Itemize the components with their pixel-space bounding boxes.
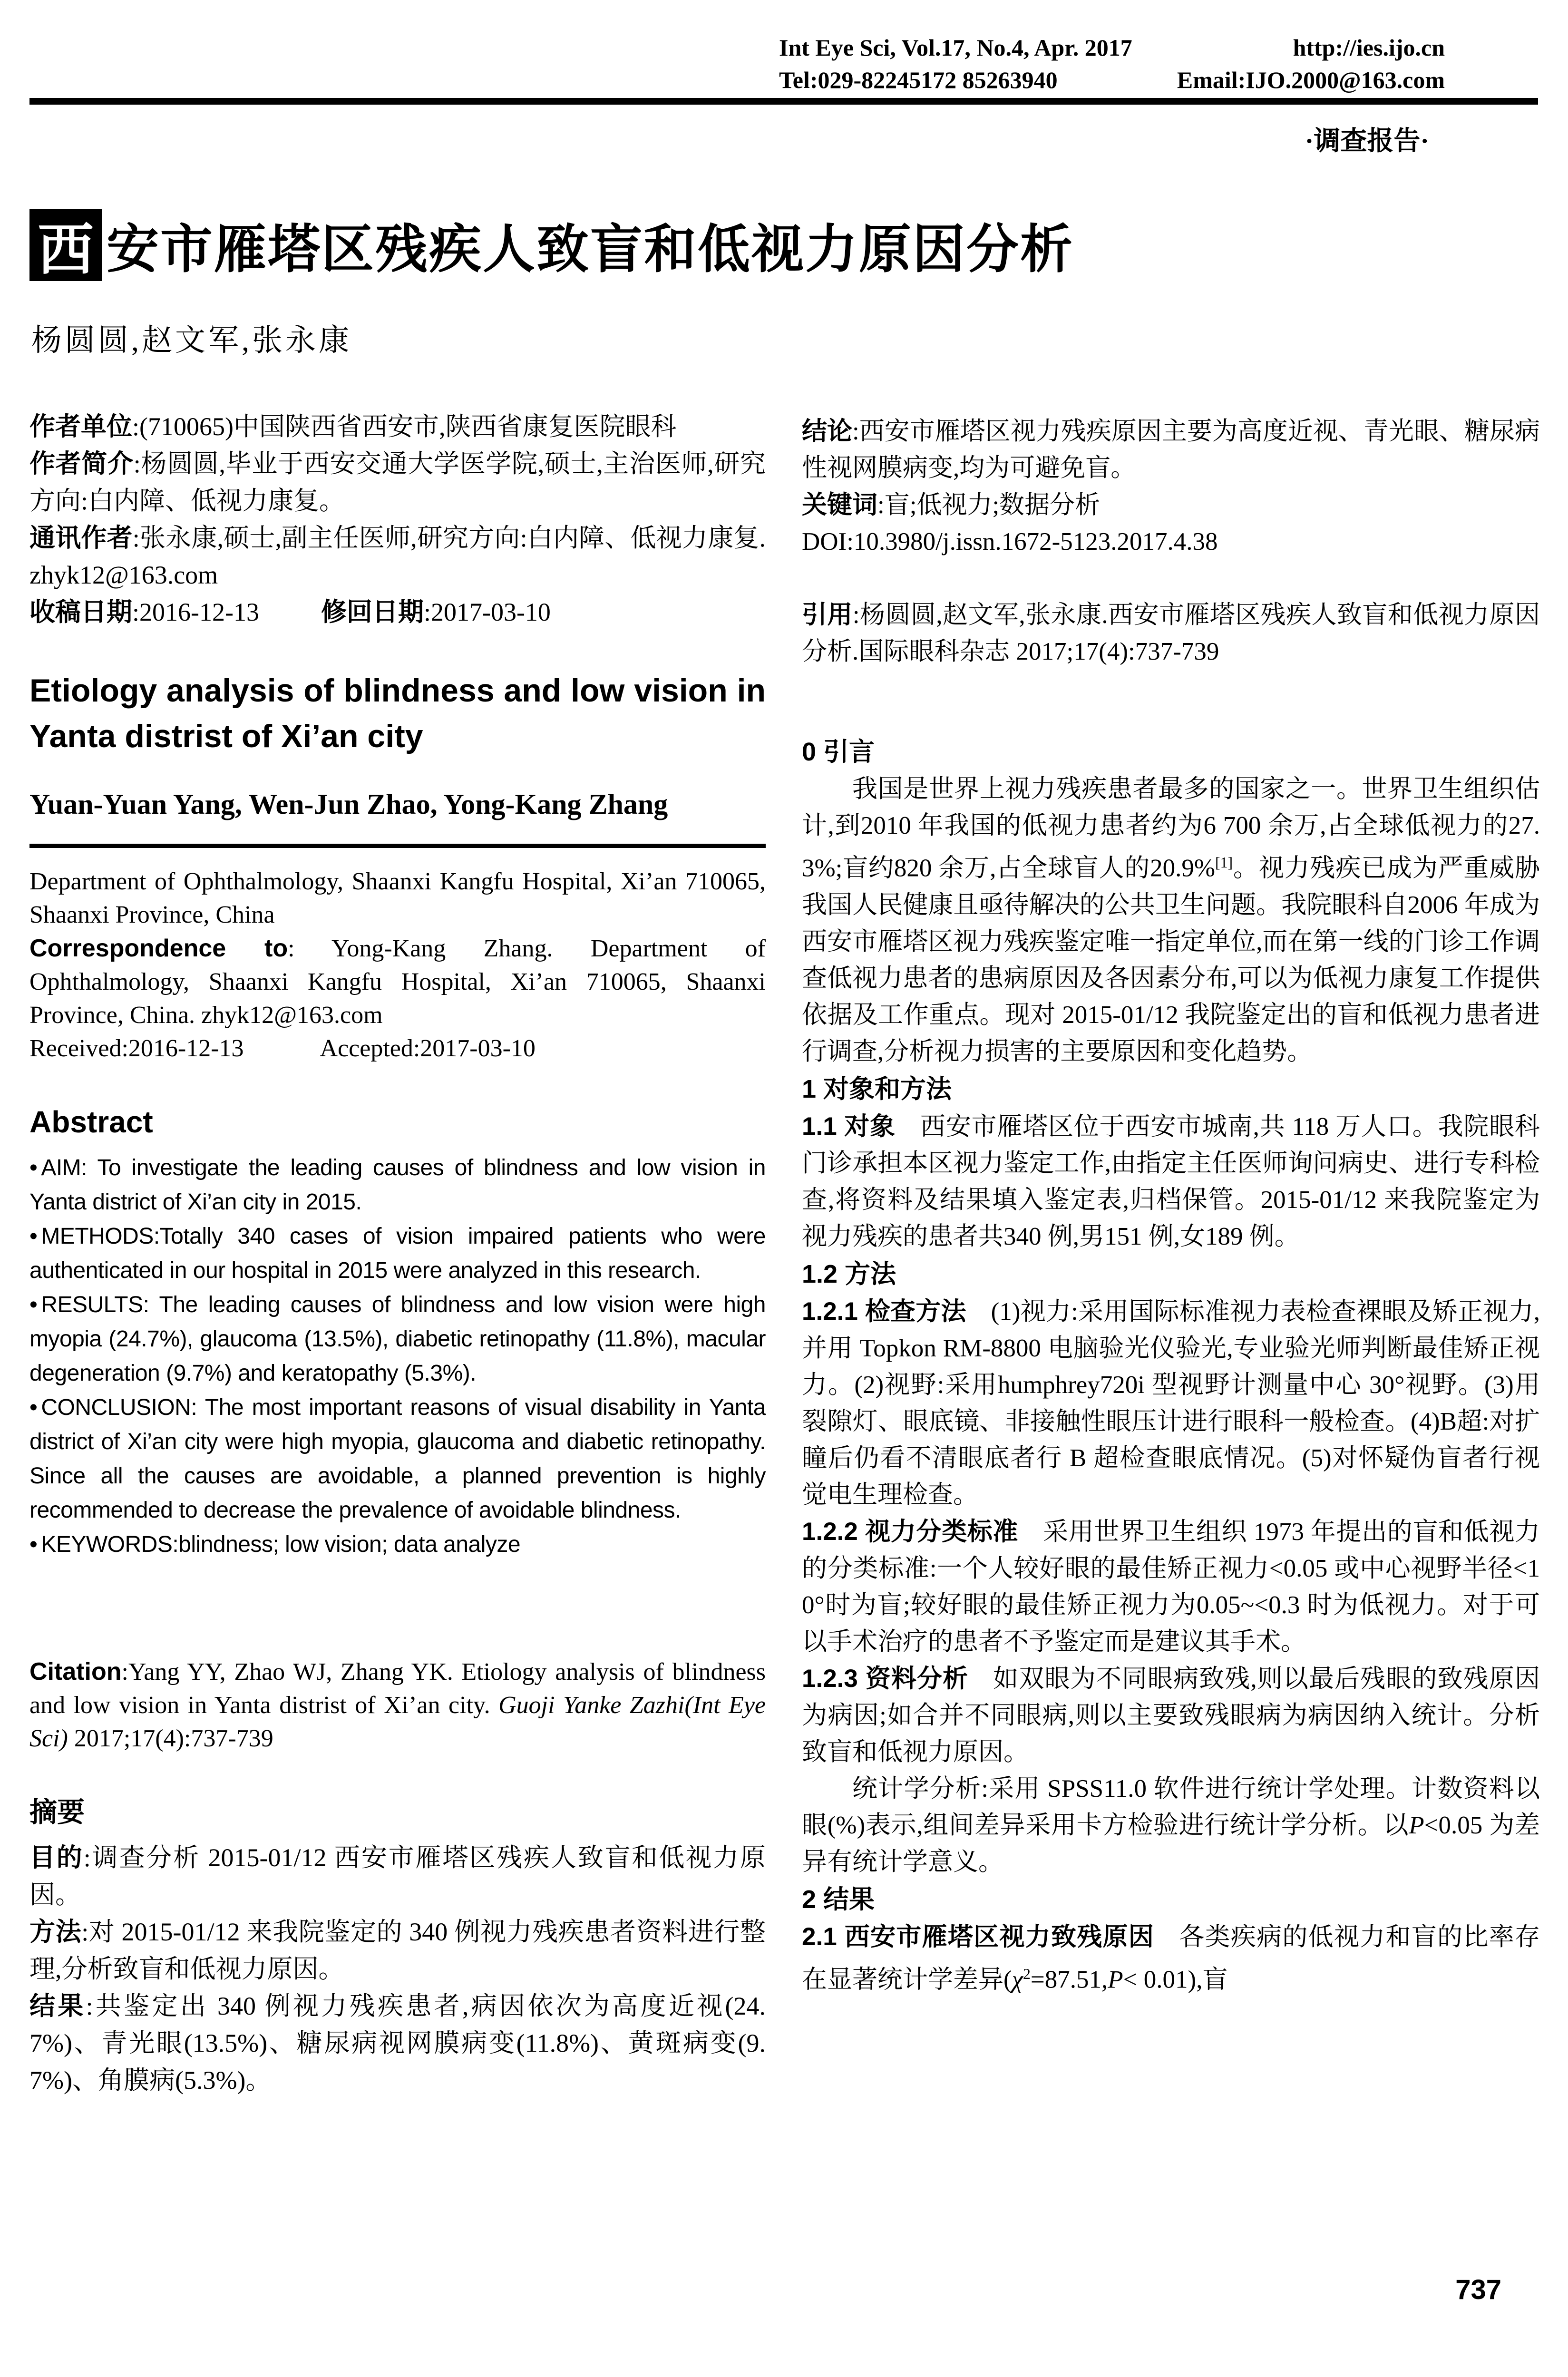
section-0-heading: 0 引言 — [802, 738, 875, 766]
correspondence: Correspondence to: Yong-Kang Zhang. Department of Ophthalmology, Shaanxi Kangfu Hospital, Xi’an 710065, Shaanxi Province, China. zhyk12@163.com — [29, 935, 766, 1029]
section-2-heading: 2 结果 — [802, 1885, 875, 1914]
abstract-block — [29, 1151, 766, 1562]
cn-abstract-heading: 摘要 — [29, 1797, 85, 1828]
journal-issue-line — [779, 31, 1445, 64]
report-type-tag: ·调查报告· — [1305, 127, 1429, 156]
section-1-1: 1.1 对象 西安市雁塔区位于西安市城南,共 118 万人口。我院眼科门诊承担本区视力鉴定工作,由指定主任医师询问病史、进行专科检查,将资料及结果填入鉴定表,归档保管。2015-01/12 来我院鉴定为视力残疾的患者共340 例,男151 例,女189 例。 — [802, 1112, 1540, 1250]
bullet-icon: • — [29, 1224, 38, 1249]
author-divider-rule — [29, 844, 766, 848]
journal-website: http://ies.ijo.cn — [1293, 34, 1445, 61]
journal-issue: Int Eye Sci, Vol.17, No.4, Apr. 2017 — [779, 34, 1132, 61]
english-title: Etiology analysis of blindness and low vision in Yanta distrist of Xi’an city — [29, 672, 766, 754]
dates-line-cn: 收稿日期:2016-12-13 修回日期:2017-03-10 — [29, 598, 551, 626]
italic-p: P — [1108, 1966, 1123, 1994]
right-column — [802, 413, 1540, 1998]
journal-tel: Tel:029-82245172 85263940 — [779, 67, 1058, 93]
intro-paragraph: 我国是世界上视力残疾患者最多的国家之一。世界卫生组织估计,到2010 年我国的低视力患者约为6 700 余万,占全球低视力的27.3%;盲约820 余万,占全球盲人的20.9%[1]。视力残疾已成为严重威胁我国人民健康且亟待解决的公共卫生问题。我院眼科自2006 年成为西安市雁塔区视力残疾鉴定唯一指定单位,而在第一线的门诊工作调查低视力患者的患病原因及各因素分布,可以为低视力康复工作提供依据及工作重点。现对 2015-01/12 我院鉴定出的盲和低视力患者进行调查,分析视力损害的主要原因和变化趋势。 — [802, 775, 1540, 1065]
section-1-2-3: 1.2.3 资料分析 如双眼为不同眼病致残,则以最后残眼的致残原因为病因;如合并不同眼病,则以主要致残眼病为病因纳入统计。分析致盲和低视力原因。 — [802, 1664, 1540, 1766]
cn-abstract-conclusion: 结论:西安市雁塔区视力残疾原因主要为高度近视、青光眼、糖尿病性视网膜病变,均为可避免盲。 — [802, 417, 1540, 482]
corresponding-author-cn: 通讯作者:张永康,硕士,副主任医师,研究方向:白内障、低视力康复.zhyk12@163.com — [29, 524, 766, 589]
journal-header — [779, 31, 1445, 96]
title-drop-cap: 西 — [29, 209, 102, 281]
cn-citation: 引用:杨圆圆,赵文军,张永康.西安市雁塔区残疾人致盲和低视力原因分析.国际眼科杂志 2017;17(4):737-739 — [802, 601, 1540, 665]
cn-keywords: 关键词:盲;低视力;数据分析 — [802, 491, 1101, 519]
article-title — [29, 207, 1074, 283]
author-bio: 作者简介:杨圆圆,毕业于西安交通大学医学院,硕士,主治医师,研究方向:白内障、低视力康复。 — [29, 449, 766, 515]
abstract-results: • RESULTS: The leading causes of blindness and low vision were high myopia (24.7%), glaucoma (13.5%), diabetic retinopathy (11.8%), macular degeneration (9.7%) and keratopathy (5.3%). — [29, 1292, 766, 1386]
header-rule — [29, 98, 1538, 105]
chi-exponent: 2 — [1023, 1965, 1031, 1982]
abstract-methods: • METHODS:Totally 340 cases of vision impaired patients who were authenticated in our hospital in 2015 were analyzed in this research. — [29, 1224, 766, 1283]
bullet-icon: • — [29, 1532, 38, 1557]
received-accepted — [29, 1032, 766, 1065]
bullet-icon: • — [29, 1155, 38, 1180]
doi-line: DOI:10.3980/j.issn.1672-5123.2017.4.38 — [802, 528, 1218, 555]
section-1-2-heading: 1.2 方法 — [802, 1259, 896, 1288]
cn-abstract-methods: 方法:对 2015-01/12 来我院鉴定的 340 例视力残疾患者资料进行整理,分析致盲和低视力原因。 — [29, 1918, 766, 1983]
cn-abstract-results: 结果:共鉴定出 340 例视力残疾患者,病因依次为高度近视(24.7%)、青光眼(13.5%)、糖尿病视网膜病变(11.8%)、黄斑病变(9.7%)、角膜病(5.3%)。 — [29, 1992, 766, 2094]
left-column — [29, 408, 766, 2099]
abstract-heading: Abstract — [29, 1105, 153, 1139]
section-1-2-1: 1.2.1 检查方法 (1)视力:采用国际标准视力表检查裸眼及矫正视力,并用 Topkon RM-8800 电脑验光仪验光,专业验光师判断最佳矫正视力。(2)视野:采用humphrey720i 型视野计测量中心 30°视野。(3)用裂隙灯、眼底镜、非接触性眼压计进行眼科一般检查。(4)B超:对扩瞳后仍看不清眼底者行 B 超检查眼底情况。(5)对怀疑伪盲者行视觉电生理检查。 — [802, 1297, 1540, 1509]
english-authors: Yuan-Yuan Yang, Wen-Jun Zhao, Yong-Kang Zhang — [29, 789, 668, 820]
cn-abstract-tail — [802, 413, 1540, 670]
accepted-date: Accepted:2017-03-10 — [320, 1035, 536, 1062]
bullet-icon: • — [29, 1292, 38, 1317]
statistics-paragraph: 统计学分析:采用 SPSS11.0 软件进行统计学处理。计数资料以眼(%)表示,组间差异采用卡方检验进行统计学分析。以P<0.05 为差异有统计学意义。 — [802, 1774, 1540, 1876]
section-2-1: 2.1 西安市雁塔区视力致残原因 各类疾病的低视力和盲的比率存在显著统计学差异$(\chi^2=87.51,P< 0.01)$,盲 — [802, 1922, 1540, 1994]
affiliation-block — [29, 865, 766, 1065]
chi-symbol: χ — [1012, 1966, 1023, 1994]
received-date: Received:2016-12-13 — [29, 1035, 244, 1062]
journal-email: Email:IJO.2000@163.com — [1177, 67, 1445, 93]
abstract-keywords: • KEYWORDS:blindness; low vision; data analyze — [29, 1532, 521, 1557]
citation-block — [29, 1655, 766, 1755]
cn-abstract-aim: 目的:调查分析 2015-01/12 西安市雁塔区残疾人致盲和低视力原因。 — [29, 1843, 766, 1909]
reference-superscript: [1] — [1215, 854, 1233, 871]
section-1-2-2: 1.2.2 视力分类标准 采用世界卫生组织 1973 年提出的盲和低视力的分类标准:一个人较好眼的最佳矫正视力<0.05 或中心视野半径<10°时为盲;较好眼的最佳矫正视力为0.05~<0.3 时为低视力。对于可以手术治疗的患者不予鉴定而是建议其手术。 — [802, 1517, 1540, 1656]
journal-contact-line — [779, 64, 1445, 96]
bullet-icon: • — [29, 1395, 38, 1420]
italic-p: P — [1409, 1811, 1424, 1839]
section-1-heading: 1 对象和方法 — [802, 1074, 952, 1103]
author-affiliation: 作者单位:(710065)中国陕西省西安市,陕西省康复医院眼科 — [29, 412, 677, 441]
abstract-aim: • AIM: To investigate the leading causes of blindness and low vision in Yanta district of Xi’an city in 2015. — [29, 1155, 766, 1215]
department-affiliation: Department of Ophthalmology, Shaanxi Kangfu Hospital, Xi’an 710065, Shaanxi Province, China — [29, 868, 766, 928]
abstract-conclusion: • CONCLUSION: The most important reasons of visual disability in Yanta district of Xi’an city were high myopia, glaucoma and diabetic retinopathy. Since all the causes are avoidable, a planned prevention is highly recommended to decrease the prevalence of avoidable blindness. — [29, 1395, 766, 1523]
cn-abstract-block — [29, 1839, 766, 2099]
title-text: 安市雁塔区残疾人致盲和低视力原因分析 — [107, 220, 1074, 279]
journal-name-italic: Guoji Yanke Zazhi(Int Eye Sci) — [29, 1692, 766, 1752]
authors-cn: 杨圆圆,赵文军,张永康 — [31, 323, 352, 357]
page-number: 737 — [1455, 2274, 1501, 2305]
citation-en: Citation:Yang YY, Zhao WJ, Zhang YK. Etiology analysis of blindness and low vision in Yanta distrist of Xi’an city. Guoji Yanke Zazhi(Int Eye Sci) 2017;17(4):737-739 — [29, 1658, 766, 1752]
